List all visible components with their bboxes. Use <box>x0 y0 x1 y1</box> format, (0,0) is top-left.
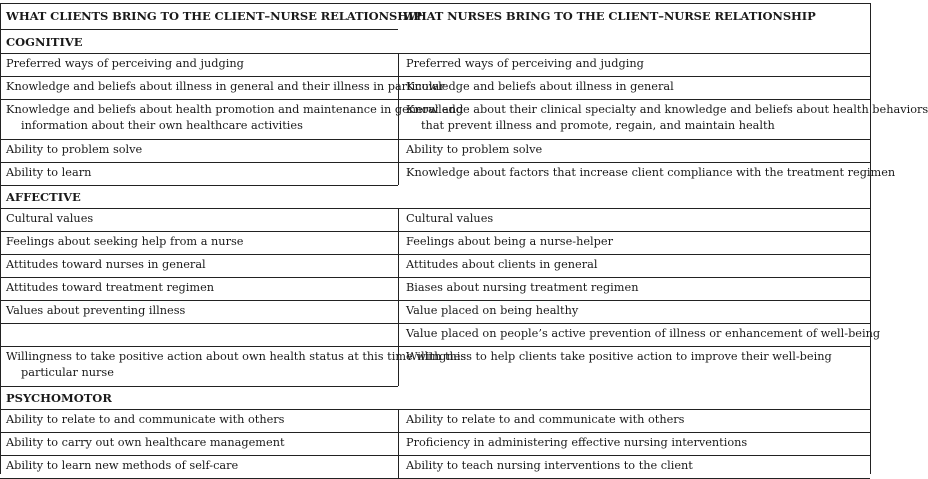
client-cell <box>6 280 214 296</box>
nurse-cell <box>406 435 747 451</box>
column-divider <box>398 409 399 432</box>
nurse-cell-text: Cultural values <box>406 212 494 225</box>
column-divider <box>398 277 399 300</box>
row-divider <box>0 432 870 433</box>
client-cell-text: Ability to carry out own healthcare management <box>6 436 285 449</box>
nurse-cell <box>406 142 542 158</box>
row-divider <box>0 323 870 324</box>
nurse-cell <box>406 303 578 319</box>
column-divider <box>398 300 399 323</box>
row-divider <box>0 99 870 100</box>
header-clients: WHAT CLIENTS BRING TO THE CLIENT–NURSE RELATIONSHIP <box>6 9 422 23</box>
client-cell <box>6 257 206 273</box>
table-left-border <box>0 3 1 474</box>
nurse-cell <box>406 349 832 365</box>
nurse-cell <box>406 326 880 342</box>
section-title: COGNITIVE <box>6 35 83 49</box>
column-divider <box>398 53 399 76</box>
client-cell-text: Ability to learn <box>6 166 92 179</box>
header-underline <box>0 29 398 30</box>
client-cell-text: Ability to relate to and communicate with others <box>6 413 285 426</box>
nurse-cell-text: Value placed on being healthy <box>406 304 579 317</box>
client-cell <box>6 165 91 181</box>
nurse-cell <box>406 102 928 134</box>
column-divider <box>398 432 399 455</box>
client-cell-text: Ability to problem solve <box>6 143 143 156</box>
row-divider <box>0 162 870 163</box>
section-title: AFFECTIVE <box>6 190 81 204</box>
column-divider <box>398 162 399 185</box>
nurse-cell <box>406 79 674 95</box>
client-cell-text: Attitudes toward treatment regimen <box>6 281 215 294</box>
table-right-border <box>870 3 871 474</box>
client-cell-text: Feelings about seeking help from a nurse <box>6 235 244 248</box>
nurse-cell-text: Preferred ways of perceiving and judging <box>406 57 644 70</box>
client-cell-text: Knowledge and beliefs about illness in general and their illness in particular <box>6 80 445 93</box>
nurse-cell-text: Biases about nursing treatment regimen <box>406 281 639 294</box>
client-cell-text: Ability to learn new methods of self-care <box>6 459 239 472</box>
client-cell <box>6 142 142 158</box>
nurse-cell <box>406 257 598 273</box>
nurse-cell <box>406 165 895 181</box>
nurse-cell-text: Willingness to help clients take positive action to improve their well-being <box>406 350 832 363</box>
client-cell-text: Attitudes toward nurses in general <box>6 258 206 271</box>
section-divider <box>0 409 870 410</box>
row-divider <box>0 254 870 255</box>
nurse-cell-text: Ability to relate to and communicate with others <box>406 413 685 426</box>
client-cell <box>6 211 93 227</box>
section-title: PSYCHOMOTOR <box>6 391 112 405</box>
nurse-cell <box>406 211 493 227</box>
client-cell-text: particular nurse <box>21 366 114 379</box>
client-cell <box>6 412 284 428</box>
nurse-cell-text: Knowledge and beliefs about illness in general <box>406 80 674 93</box>
nurse-cell <box>406 56 644 72</box>
table-top-border <box>0 3 870 4</box>
nurse-cell-text: Feelings about being a nurse-helper <box>406 235 613 248</box>
column-divider <box>398 455 399 478</box>
row-divider <box>0 231 870 232</box>
nurse-cell <box>406 412 684 428</box>
client-cell <box>6 349 466 381</box>
row-divider <box>0 185 398 186</box>
nurse-cell-text: Attitudes about clients in general <box>406 258 598 271</box>
row-divider <box>0 139 870 140</box>
section-divider <box>0 208 870 209</box>
row-divider <box>0 76 870 77</box>
client-cell <box>6 435 285 451</box>
column-divider <box>398 208 399 231</box>
nurse-cell-text: Knowledge about their clinical specialty and knowledge and beliefs about health behaviors <box>406 103 928 116</box>
client-cell-text: information about their own healthcare activities <box>21 119 303 132</box>
client-cell <box>6 303 185 319</box>
row-divider <box>0 455 870 456</box>
client-cell <box>6 79 445 95</box>
row-divider <box>0 386 398 387</box>
client-cell-text: Preferred ways of perceiving and judging <box>6 57 244 70</box>
row-divider <box>0 277 870 278</box>
nurse-cell-text: Value placed on people’s active prevention of illness or enhancement of well-being <box>406 327 881 340</box>
client-cell-text: Cultural values <box>6 212 94 225</box>
nurse-cell-text: Proficiency in administering effective nursing interventions <box>406 436 748 449</box>
client-cell-text: Willingness to take positive action about own health status at this time with this <box>6 350 467 363</box>
header-nurses: WHAT NURSES BRING TO THE CLIENT–NURSE RELATIONSHIP <box>403 9 816 23</box>
section-divider <box>0 53 870 54</box>
row-divider <box>0 300 870 301</box>
client-cell-text: Knowledge and beliefs about health promotion and maintenance in general and <box>6 103 464 116</box>
client-cell <box>6 56 244 72</box>
client-cell <box>6 458 238 474</box>
column-divider <box>398 231 399 254</box>
nurse-cell <box>406 234 613 250</box>
nurse-cell-text: Ability to problem solve <box>406 143 543 156</box>
row-divider <box>0 346 870 347</box>
nurse-cell-text: that prevent illness and promote, regain, and maintain health <box>421 119 775 132</box>
column-divider <box>398 139 399 162</box>
client-cell <box>6 234 243 250</box>
column-divider <box>398 323 399 346</box>
client-cell-text: Values about preventing illness <box>6 304 186 317</box>
nurse-cell <box>406 458 693 474</box>
client-cell <box>6 102 463 134</box>
nurse-cell-text: Knowledge about factors that increase client compliance with the treatment regimen <box>406 166 896 179</box>
nurse-cell <box>406 280 638 296</box>
nurse-cell-text: Ability to teach nursing interventions to the client <box>406 459 693 472</box>
column-divider <box>398 254 399 277</box>
